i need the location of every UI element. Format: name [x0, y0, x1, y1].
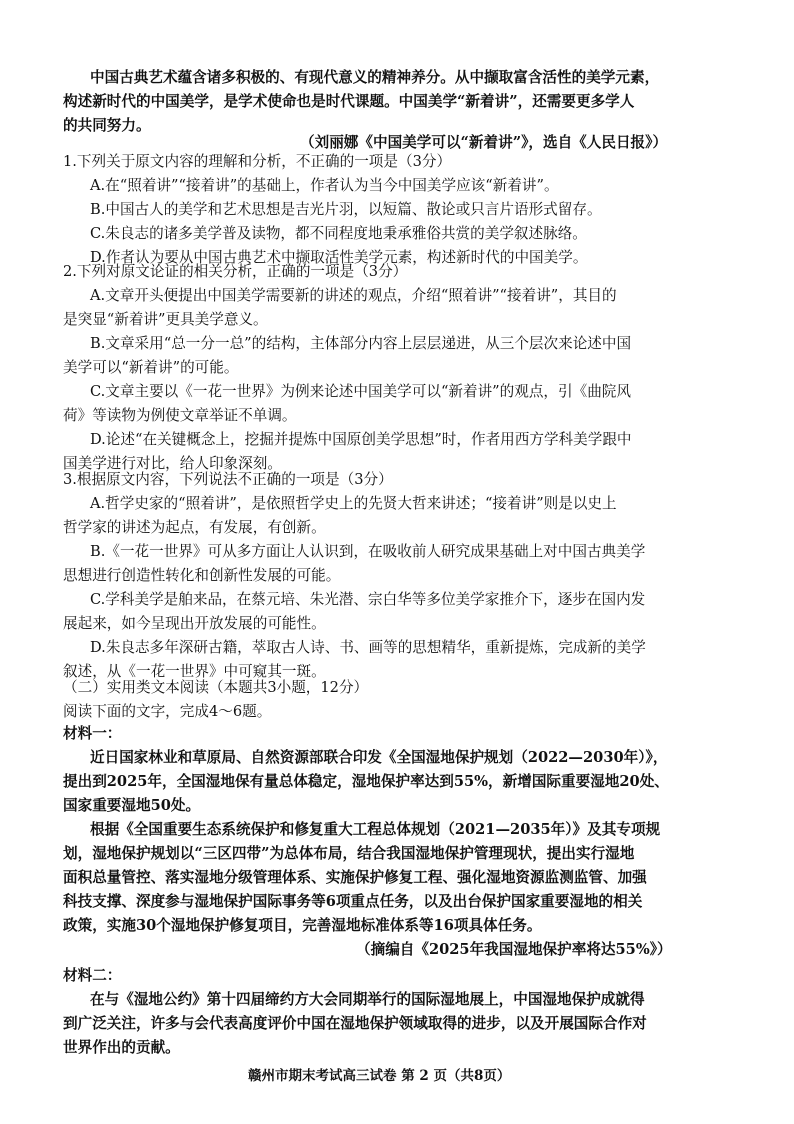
q3-option-c-line-1: C.学科美学是舶来品，在蔡元培、朱光潜、宗白华等多位美学家推介下，逐步在国内发 — [90, 591, 646, 608]
material-2-para-1-line-1: 在与《湿地公约》第十四届缔约方大会同期举行的国际湿地展上，中国湿地保护成就得 — [90, 991, 645, 1008]
material-1-para-2-line-2: 划，湿地保护规划以“三区四带”为总体布局，结合我国湿地保护管理现状，提出实行湿地 — [63, 845, 635, 862]
q2-option-a-line-2: 是突显“新着讲”更具美学意义。 — [63, 311, 268, 328]
q3-option-d-line-2: 叙述，从《一花一世界》中可窥其一斑。 — [63, 663, 326, 680]
section-2-heading: （二）实用类文本阅读（本题共3小题，12分） — [63, 679, 369, 696]
page-footer: 赣州市期末考试高三试卷 第 2 页（共8页） — [248, 1068, 511, 1084]
intro-line-1: 中国古典艺术蕴含诸多积极的、有现代意义的精神养分。从中撷取富含活性的美学元素， — [90, 69, 660, 86]
material-2-para-1-line-2: 到广泛关注，许多与会代表高度评价中国在湿地保护领域取得的进步，以及开展国际合作对 — [63, 1015, 647, 1032]
q1-option-d: D.作者认为要从中国古典艺术中撷取活性美学元素，构述新时代的中国美学。 — [90, 249, 588, 266]
q3-option-c-line-2: 展起来，如今呈现出开放发展的可能性。 — [63, 615, 326, 632]
material-1-label: 材料一： — [63, 725, 122, 742]
q3-option-b-line-1: B.《一花一世界》可从多方面让人认识到，在吸收前人研究成果基础上对中国古典美学 — [90, 543, 646, 560]
q3-option-b-line-2: 思想进行创造性转化和创新性发展的可能。 — [63, 567, 341, 584]
material-2-label: 材料二： — [63, 967, 122, 984]
q3-option-d-line-1: D.朱良志多年深研古籍，萃取古人诗、书、画等的思想精华，重新提炼，完成新的美学 — [90, 639, 646, 656]
q1-option-a: A.在“照着讲”“接着讲”的基础上，作者认为当今中国美学应该“新着讲”。 — [90, 177, 559, 194]
intro-line-2: 构述新时代的中国美学，是学术使命也是时代课题。中国美学“新着讲”，还需要更多学人 — [63, 93, 635, 110]
question-1-stem: 1.下列关于原文内容的理解和分析，不正确的一项是（3分） — [63, 153, 452, 170]
question-3-stem: 3.根据原文内容，下列说法不正确的一项是（3分） — [63, 471, 393, 488]
q1-option-c: C.朱良志的诸多美学普及读物，都不同程度地秉承雅俗共赏的美学叙述脉络。 — [90, 225, 587, 242]
q2-option-a-line-1: A.文章开头便提出中国美学需要新的讲述的观点，介绍“照着讲”“接着讲”，其目的 — [90, 287, 617, 304]
material-1-para-1-line-3: 国家重要湿地50处。 — [63, 797, 201, 814]
q2-option-c-line-2: 荷》等读物为例使文章举证不单调。 — [63, 407, 297, 424]
q3-option-a-line-2: 哲学家的讲述为起点，有发展，有创新。 — [63, 519, 326, 536]
question-2-stem: 2.下列对原文论证的相关分析，正确的一项是（3分） — [63, 263, 408, 280]
q1-option-b: B.中国古人的美学和艺术思想是吉光片羽，以短篇、散论或只言片语形式留存。 — [90, 201, 602, 218]
q2-option-b-line-2: 美学可以“新着讲”的可能。 — [63, 359, 239, 376]
material-1-para-2-line-4: 科技支撑、深度参与湿地保护国际事务等6项重点任务，以及出台保护国家重要湿地的相关 — [63, 893, 643, 910]
q3-option-a-line-1: A.哲学史家的“照着讲”，是依照哲学史上的先贤大哲来讲述；“接着讲”则是以史上 — [90, 495, 617, 512]
material-1-source: （摘编自《2025年我国湿地保护率将达55%》） — [356, 941, 672, 958]
intro-line-3: 的共同努力。 — [63, 117, 151, 134]
q2-option-b-line-1: B.文章采用“总一分一总”的结构，主体部分内容上层层递进，从三个层次来论述中国 — [90, 335, 632, 352]
material-1-para-1-line-1: 近日国家林业和草原局、自然资源部联合印发《全国湿地保护规划（2022—2030年）》， — [90, 749, 668, 766]
q2-option-c-line-1: C.文章主要以《一花一世界》为例来论述中国美学可以“新着讲”的观点，引《曲院风 — [90, 383, 631, 400]
material-1-para-1-line-2: 提出到2025年，全国湿地保有量总体稳定，湿地保护率达到55%，新增国际重要湿地20处、 — [63, 773, 669, 790]
material-2-para-1-line-3: 世界作出的贡献。 — [63, 1039, 180, 1056]
article-source: （刘丽娜《中国美学可以“新着讲”》，选自《人民日报》） — [300, 134, 668, 151]
section-2-instruction: 阅读下面的文字，完成4～6题。 — [63, 703, 272, 720]
q2-option-d-line-1: D.论述“在关键概念上，挖掘并提炼中国原创美学思想”时，作者用西方学科美学跟中 — [90, 431, 632, 448]
material-1-para-2-line-1: 根据《全国重要生态系统保护和修复重大工程总体规划（2021—2035年）》及其专项规 — [90, 821, 661, 838]
material-1-para-2-line-3: 面积总量管控、落实湿地分级管理体系、实施保护修复工程、强化湿地资源监测监管、加强 — [63, 869, 647, 886]
material-1-para-2-line-5: 政策，实施30个湿地保护修复项目，完善湿地标准体系等16项具体任务。 — [63, 917, 542, 934]
q2-option-d-line-2: 国美学进行对比，给人印象深刻。 — [63, 455, 282, 472]
